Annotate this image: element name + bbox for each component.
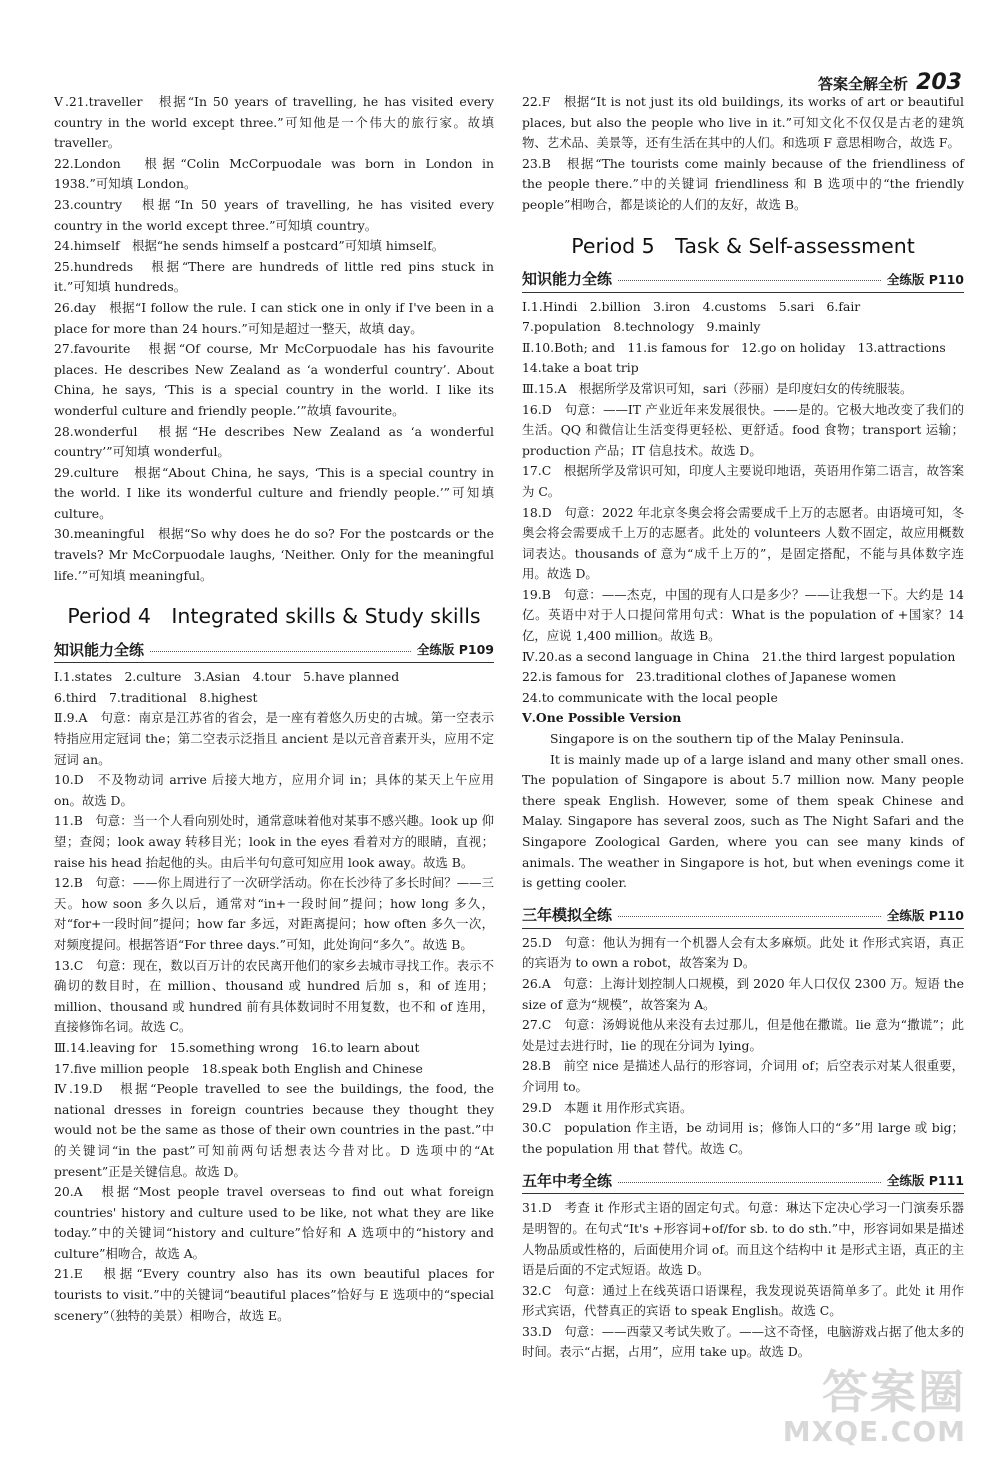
answer-item: 26.day 根据“I follow the rule. I can stick one in only if I've been in a place for more than 24 hours.”可知是超过一整天，故填 day。 — [54, 299, 494, 336]
header-label: 答案全解全析 — [818, 75, 909, 93]
answer-item: 16.D 句意：——IT 产业近年来发展很快。——是的。它极大地改变了我们的生活。QQ 和微信让生活变得更轻松、更舒适。food 食物；transport 运输；production 产品；IT 信息技术。故选 D。 — [522, 401, 964, 458]
answer-item: 24.to communicate with the local people — [522, 689, 778, 705]
answer-item: 28.B 前空 nice 是描述人品行的形容词，介词用 of；后空表示对某人很重要，介词用 to。 — [522, 1058, 964, 1094]
answer-item: 29.D 本题 it 用作形式宾语。 — [522, 1099, 693, 1115]
answer-item: Ⅱ.9.A 句意：南京是江苏省的省会，是一座有着悠久历史的古城。第一空表示特指应用定冠词 the；第二空表示泛指且 ancient 是以元音音素开头，应用不定冠词 an。 — [54, 710, 494, 767]
answer-item: Ⅰ.1.Hindi 2.billion 3.iron 4.customs 5.sari 6.fair — [522, 298, 861, 314]
answer-item: 23.country 根据“In 50 years of travelling, he has visited every country in the world except three.”可知填 country。 — [54, 196, 494, 233]
dotted-leader — [618, 280, 881, 281]
answer-item: Ⅲ.14.leaving for 15.something wrong 16.to learn about — [54, 1039, 420, 1055]
answer-item: 21.E 根据“Every country also has its own beautiful places for tourists to visit.”中的关键词“beautiful places”恰好与 E 选项中的“special scenery”（独特的美景）相吻合，故选 E。 — [54, 1266, 494, 1323]
answer-item: 19.B 句意：——杰克，中国的现有人口是多少？——让我想一下。大约是 14 亿。英语中对于人口提问常用句式：What is the population of +国家？14 亿，应说 1,400 million。故选 B。 — [522, 586, 964, 644]
answer-item: 24.himself 根据“he sends himself a postcard”可知填 himself。 — [54, 238, 445, 254]
section-bar — [522, 1167, 964, 1194]
answer-item: 29.culture 根据“About China, he says, ‘This is a special country in the world. I like its wonderful culture and friendly people.’”可知填 culture。 — [54, 464, 494, 521]
dotted-leader — [150, 651, 411, 652]
section-title: 三年模拟全练 — [522, 906, 613, 925]
answer-item: 14.take a boat trip — [522, 360, 639, 376]
page-number: 203 — [916, 70, 962, 95]
answer-item: 27.favourite 根据“Of course, Mr McCorpuodale has his favourite places. He describes New Zealand as ‘a wonderful country’. About China, he says, ‘This is a special country in the world. I like its wonderful culture and friendly people.’”故填 favourite。 — [54, 341, 494, 418]
answer-item: 30.C population 作主语，be 动词用 is；修饰人口的“多”用 large 或 big；the population 用 that 替代。故选 C。 — [522, 1120, 964, 1156]
section-ref: 全练版 P111 — [886, 1173, 964, 1189]
answer-item: 28.wonderful 根据“He describes New Zealand as ‘a wonderful country’”可知填 wonderful。 — [54, 423, 494, 460]
period-5-heading: Period 5 Task & Self-assessment — [571, 233, 915, 258]
answer-item: Ⅳ.19.D 根据“People travelled to see the buildings, the food, the national dresses in foreign countries because they thought they would not be the same as those of their own countries in the past.”中的关键词“in the past”可知前两句话想表达今昔对比。D 选项中的“At present”正是关键信息。故选 D。 — [54, 1081, 494, 1179]
section-ref: 全练版 P109 — [416, 642, 494, 658]
section-bar — [522, 266, 964, 293]
answer-item: 18.D 句意：2022 年北京冬奥会将会需要成千上万的志愿者。由语境可知，冬奥会将会需要成千上万的志愿者。此处的 volunteers 人数不固定，故应用概数词表达。thousands of 意为“成千上万的”，是固定搭配，不能与具体数字连用。故选 D。 — [522, 504, 964, 582]
answer-item: Ⅲ.15.A 根据所学及常识可知，sari（莎丽）是印度妇女的传统服装。 — [522, 380, 913, 396]
answer-item: 27.C 句意：汤姆说他从来没有去过那儿，但是他在撒谎。lie 意为“撒谎”；此处是过去进行时，lie 的现在分词为 lying。 — [522, 1017, 964, 1053]
answer-item: 7.population 8.technology 9.mainly — [522, 319, 761, 335]
answer-item: Ⅳ.20.as a second language in China 21.the third largest population — [522, 648, 956, 664]
answer-item: Ⅱ.10.Both; and 11.is famous for 12.go on holiday 13.attractions — [522, 339, 946, 355]
section-ref: 全练版 P110 — [886, 271, 964, 287]
section-bar — [54, 636, 494, 663]
answer-item: 32.C 句意：通过上在线英语口语课程，我发现说英语简单多了。此处 it 用作形式宾语，代替真正的宾语 to speak English。故选 C。 — [522, 1282, 964, 1319]
answer-item: 22.is famous for 23.traditional clothes of Japanese women — [522, 669, 897, 685]
answer-item: 20.A 根据“Most people travel overseas to find out what foreign countries' history and culture used to be like, not what they are like today.”中的关键词“history and culture”恰好和 A 选项中的“history and culture”相吻合，故选 A。 — [54, 1184, 494, 1261]
answer-item: 10.D 不及物动词 arrive 后接大地方，应用介词 in；具体的某天上午应用 on。故选 D。 — [54, 772, 494, 808]
watermark-logo: 答案圈 — [822, 1365, 966, 1419]
right-column — [522, 92, 964, 1363]
watermark — [783, 1367, 966, 1447]
left-column — [54, 92, 494, 1326]
answer-item: 30.meaningful 根据“So why does he do so? For the postcards or the travels? Mr McCorpuodale laughs, ‘Neither. Only for the meaningful life.’”可知填 meaningful。 — [54, 526, 494, 583]
answer-item: Ⅴ.21.traveller 根据“In 50 years of travelling, he has visited every country in the world except three.”可知他是一个伟大的旅行家。故填 traveller。 — [54, 94, 494, 151]
answer-item: 13.C 句意：现在，数以百万计的农民离开他们的家乡去城市寻找工作。表示不确切的数目时，在 million、thousand 或 hundred 后加 s，和 of 连用；million、thousand 或 hundred 前有具体数词时不用复数，也不和 of 连用，直接修饰名词。故选 C。 — [54, 957, 494, 1035]
answer-item: 11.B 句意：当一个人看向别处时，通常意味着他对某事不感兴趣。look up 仰望；查阅；look away 转移目光；look in the eyes 看着对方的眼睛，直视；raise his head 抬起他的头。由后半句句意可知应用 look away。故选 B。 — [54, 813, 494, 870]
essay-paragraph: It is mainly made up of a large island and many other small ones. The population of Singapore is about 5.7 million now. Many people there speak English. However, some of them speak Chinese and Malay. Singapore has several zoos, such as The Night Safari and the Singapore Zoological Garden, where you can see many kinds of animals. The weather in Singapore is hot, but when evenings come it is getting cooler. — [522, 751, 964, 891]
answer-item: 33.D 句意：——西蒙又考试失败了。——这不奇怪，电脑游戏占据了他太多的时间。表示“占据，占用”，应用 take up。故选 D。 — [522, 1323, 964, 1360]
section-title: 知识能力全练 — [54, 640, 145, 659]
watermark-site: MXQE.COM — [782, 1415, 966, 1448]
period-4-heading: Period 4 Integrated skills & Study skills — [67, 604, 481, 629]
answer-item: Ⅰ.1.states 2.culture 3.Asian 4.tour 5.have planned — [54, 669, 400, 685]
dotted-leader — [618, 1182, 881, 1183]
section-bar — [522, 902, 964, 929]
answer-item: 25.D 句意：他认为拥有一个机器人会有太多麻烦。此处 it 作形式宾语，真正的宾语为 to own a robot，故答案为 D。 — [522, 934, 964, 971]
answer-item: 26.A 句意：上海计划控制人口规模，到 2020 年人口仅仅 2300 万。短语 the size of 意为“规模”，故答案为 A。 — [522, 975, 964, 1012]
answer-item: 22.London 根据“Colin McCorpuodale was born in London in 1938.”可知填 London。 — [54, 155, 494, 192]
section-title: 知识能力全练 — [522, 270, 613, 289]
answer-item: 22.F 根据“It is not just its old buildings, its works of art or beautiful places, but also the people who live in it.”可知文化不仅仅是古老的建筑物、艺术品、美景等，还有生活在其中的人们。和选项 F 意思相吻合，故选 F。 — [522, 94, 964, 151]
answer-item: 12.B 句意：——你上周进行了一次研学活动。你在长沙待了多长时间？——三天。how soon 多久以后，通常对“in+一段时间”提问；how long 多久，对“for+一段时间”提问；how far 多远，对距离提问；how often 多久一次，对频度提问。根据答语“For three days.”可知，此处询问“多久”。故选 B。 — [54, 875, 494, 952]
essay-paragraph: Singapore is on the southern tip of the Malay Peninsula. — [550, 731, 905, 747]
section-title: 五年中考全练 — [522, 1171, 613, 1190]
answer-item: 31.D 考查 it 作形式主语的固定句式。句意：琳达下定决心学习一门演奏乐器是明智的。在句式“It's +形容词+of/for sb. to do sth.”中，形容词如果是描述人物品质或性格的，后面使用介词 of。而且这个结构中 it 是形式主语，真正的主语是后面的不定式短语。故选 D。 — [522, 1200, 964, 1278]
answer-item: 23.B 根据“The tourists come mainly because of the friendliness of the people there.”中的关键词 friendliness 和 B 选项中的“the friendly people”相吻合，都是谈论的人们的友好，故选 B。 — [522, 155, 964, 212]
answer-item: 25.hundreds 根据“There are hundreds of little red pins stuck in it.”可知填 hundreds。 — [54, 258, 494, 295]
answer-item: 6.third 7.traditional 8.highest — [54, 689, 258, 705]
section-ref: 全练版 P110 — [886, 907, 964, 923]
dotted-leader — [618, 916, 881, 917]
answer-item: 17.five million people 18.speak both English and Chinese — [54, 1060, 423, 1076]
essay-label: Ⅴ.One Possible Version — [522, 710, 682, 726]
answer-item: 17.C 根据所学及常识可知，印度人主要说印地语，英语用作第二语言，故答案为 C。 — [522, 463, 964, 499]
